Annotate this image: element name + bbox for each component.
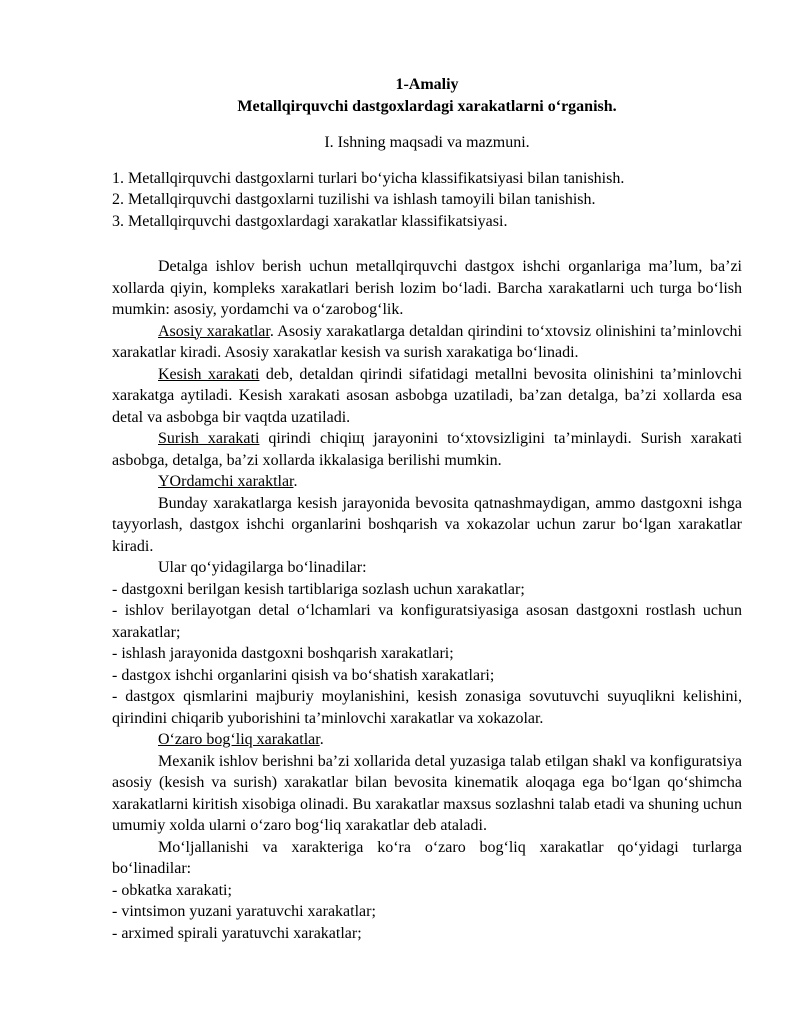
kesish-paragraph (112, 364, 742, 429)
list-item: - dastgoxni berilgan kesish tartiblariga sozlash uchun xarakatlar; (112, 580, 525, 598)
surish-term: Surish xarakati (158, 430, 260, 447)
surish-paragraph (112, 428, 742, 471)
ozaro-paragraph: Mexanik ishlov berishni ba’zi xollarida detal yuzasiga talab etilgan shakl va konfiguratsiya asosiy (kesish va surish) xarakatlar bilan bevosita kinematik aloqaga ega bo‘lgan qo‘shimcha xarakatlarni kiritish xisobiga olinadi. Bu xarakatlar maxsus sozlashni talab etadi va shuning uchun umumiy xolda ularni o‘zaro bog‘liq xarakatlar deb ataladi. (112, 752, 742, 834)
list-item: - dastgox qismlarini majburiy moylanishini, kesish zonasiga sovutuvchi suyuqlikni kelishini, qirindini chiqarib yuborishini ta’minlovchi xarakatlar va xokazolar. (112, 688, 742, 727)
list-item: - ishlash jarayonida dastgoxni boshqarish xarakatlari; (112, 645, 454, 662)
yordamchi-heading: YOrdamchi xaraktlar. (158, 473, 298, 490)
list-item: - ishlov berilayotgan detal o‘lchamlari va konfiguratsiyasiga asosan dastgoxni rostlash uchun xarakatlar; (112, 602, 742, 641)
list-item: - obkatka xarakati; (112, 881, 232, 899)
surish-text: qirindi chiqiщ jarayonini to‘xtovsizligini ta’minlaydi. Surish xarakati asbobga, detalga, ba’zi xollarda ikkalasiga berilishi mumkin. (112, 430, 743, 469)
ozaro-term: O‘zaro bog‘liq xarakatlar (158, 731, 320, 748)
doc-title: Metallqirquvchi dastgoxlardagi xarakatlarni o‘rganish. (237, 98, 617, 115)
kesish-text: deb, detaldan qirindi sifatidagi metallni bevosita olinishini ta’minlovchi xarakatga aytiladi. Kesish xarakati asosan asbobga uzatiladi, ba’zan detalga, ba’zi xollarda esa detal va asbobga bir vaqtda uzatiladi. (112, 365, 742, 426)
yordamchi-term: YOrdamchi xaraktlar (158, 473, 294, 490)
list-item: - vintsimon yuzani yaratuvchi xarakatlar; (112, 903, 376, 920)
ozaro-heading: O‘zaro bog‘liq xarakatlar. (158, 731, 324, 748)
list-item: - arximed spirali yaratuvchi xarakatlar; (112, 924, 362, 942)
doc-number: 1-Amaliy (395, 76, 459, 93)
ozaro-list-intro: Mo‘ljallanishi va xarakteriga ko‘ra o‘zaro bog‘liq xarakatlar qo‘yidagi turlarga bo‘linadilar: (112, 838, 742, 877)
asosiy-text: . Asosiy xarakatlarga detaldan qirindini to‘xtovsiz olinishini ta’minlovchi xarakatlar kiradi. Asosiy xarakatlar kesish va surish xarakatiga bo‘linadi. (112, 322, 742, 361)
list-item: - dastgox ishchi organlarini qisish va bo‘shatish xarakatlari; (112, 666, 495, 684)
asosiy-term: Asosiy xarakatlar (158, 322, 270, 340)
section-title: I. Ishning maqsadi va mazmuni. (324, 134, 530, 151)
goals-list (112, 168, 742, 233)
goal-item: 1. Metallqirquvchi dastgoxlarni turlari bo‘yicha klassifikatsiyasi bilan tanishish. (112, 169, 625, 187)
kesish-term: Kesish xarakati (158, 365, 260, 383)
goal-item: 3. Metallqirquvchi dastgoxlardagi xarakatlar klassifikatsiyasi. (112, 212, 508, 230)
yordamchi-list-intro: Ular qo‘yidagilarga bo‘linadilar: (158, 559, 367, 576)
asosiy-paragraph (112, 321, 742, 364)
goal-item: 2. Metallqirquvchi dastgoxlarni tuzilishi va ishlash tamoyili bilan tanishish. (112, 191, 596, 208)
document-page (112, 74, 742, 944)
intro-paragraph: Detalga ishlov berish uchun metallqirquvchi dastgox ishchi organlariga ma’lum, ba’zi xollarda qiyin, kompleks xarakatlari berish lozim bo‘ladi. Barcha xarakatlarni uch turga bo‘lish mumkin: asosiy, yordamchi va o‘zarobog‘lik. (112, 258, 742, 318)
yordamchi-paragraph: Bunday xarakatlarga kesish jarayonida bevosita qatnashmaydigan, ammo dastgoxni ishga tayyorlash, dastgox ishchi organlarini boshqarish va xokazolar uchun zarur bo‘lgan xarakatlar kiradi. (112, 494, 742, 555)
